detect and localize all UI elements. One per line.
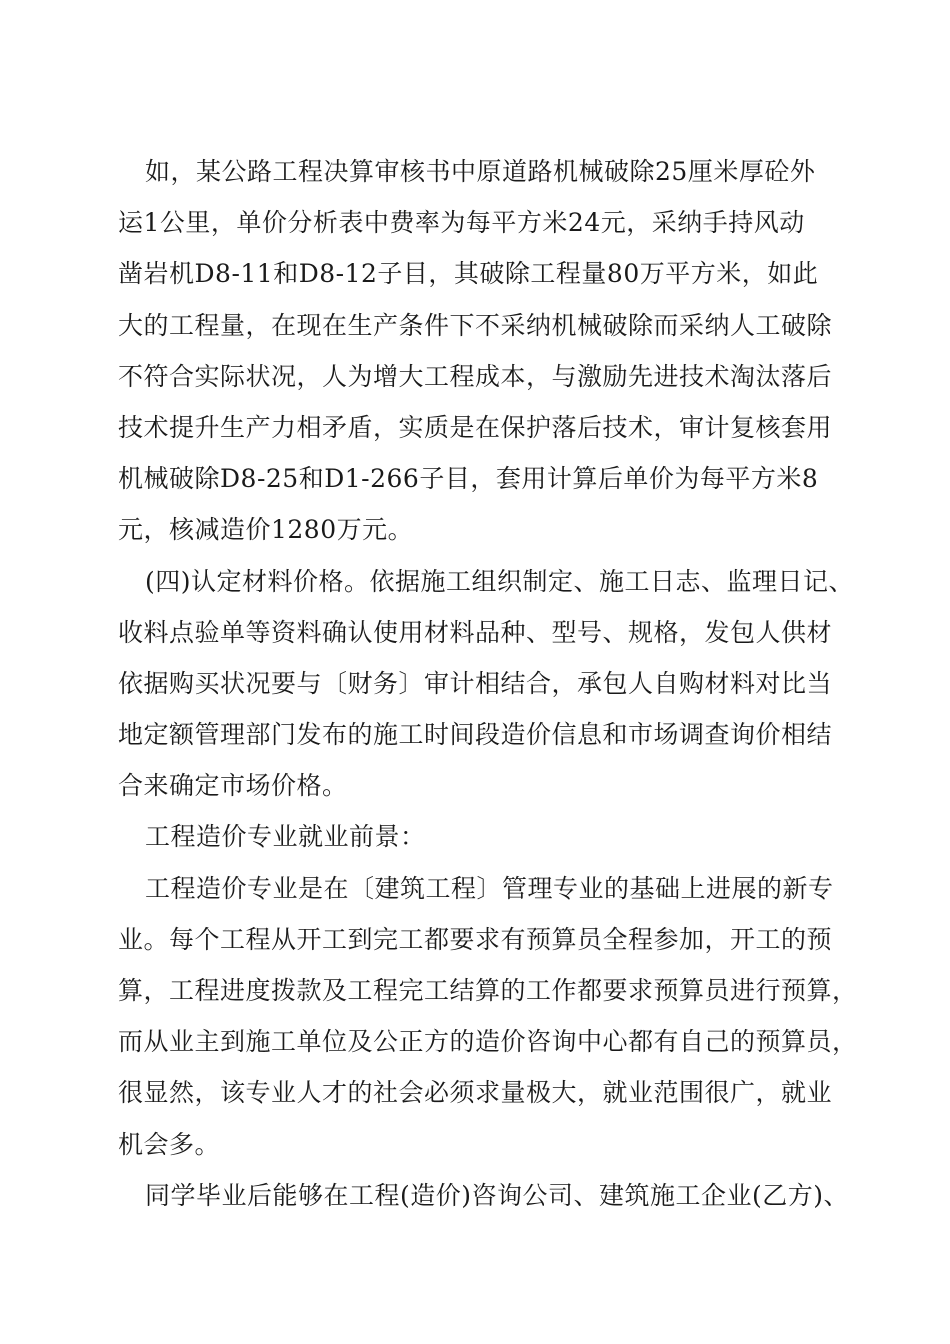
text-line: (四)认定材料价格。依据施工组织制定、施工日志、监理日记、 [145,566,855,596]
text-line: 合来确定市场价格。 [118,771,348,801]
text-line: 如，某公路工程决算审核书中原道路机械破除25厘米厚砼外 [145,157,816,186]
text-line: 依据购买状况要与〔财务〕审计相结合，承包人自购材料对比当 [118,668,833,698]
text-line: 凿岩机D8-11和D8-12子目，其破除工程量80万平方米，如此 [118,259,819,289]
text-line: 元，核减造价1280万元。 [118,515,414,545]
text-line: 收料点验单等资料确认使用材料品种、型号、规格，发包人供材 [118,617,833,647]
text-line: 不符合实际状况，人为增大工程成本，与激励先进技术淘汰落后 [118,361,833,391]
text-line: 技术提升生产力相矛盾，实质是在保护落后技术，审计复核套用 [118,412,833,442]
text-line: 机械破除D8-25和D1-266子目，套用计算后单价为每平方米8 [118,464,819,494]
body-text [118,146,858,1221]
text-line: 运1公里，单价分析表中费率为每平方米24元，采纳手持风动 [118,208,805,238]
text-line: 而从业主到施工单位及公正方的造价咨询中心都有自己的预算员， [118,1027,858,1057]
section-heading: 工程造价专业就业前景： [145,822,426,852]
text-line: 很显然，该专业人才的社会必须求量极大，就业范围很广，就业 [118,1078,833,1108]
text-line: 业。每个工程从开工到完工都要求有预算员全程参加，开工的预 [118,924,833,954]
text-line: 工程造价专业是在〔建筑工程〕管理专业的基础上进展的新专 [145,873,834,903]
text-line: 机会多。 [118,1129,221,1159]
text-line: 地定额管理部门发布的施工时间段造价信息和市场调查询价相结 [118,720,833,750]
text-line: 算，工程进度拨款及工程完工结算的工作都要求预算员进行预算， [118,976,858,1005]
text-line: 同学毕业后能够在工程(造价)咨询公司、建筑施工企业(乙方)、 [145,1180,850,1210]
text-line: 大的工程量，在现在生产条件下不采纳机械破除而采纳人工破除 [118,310,833,340]
